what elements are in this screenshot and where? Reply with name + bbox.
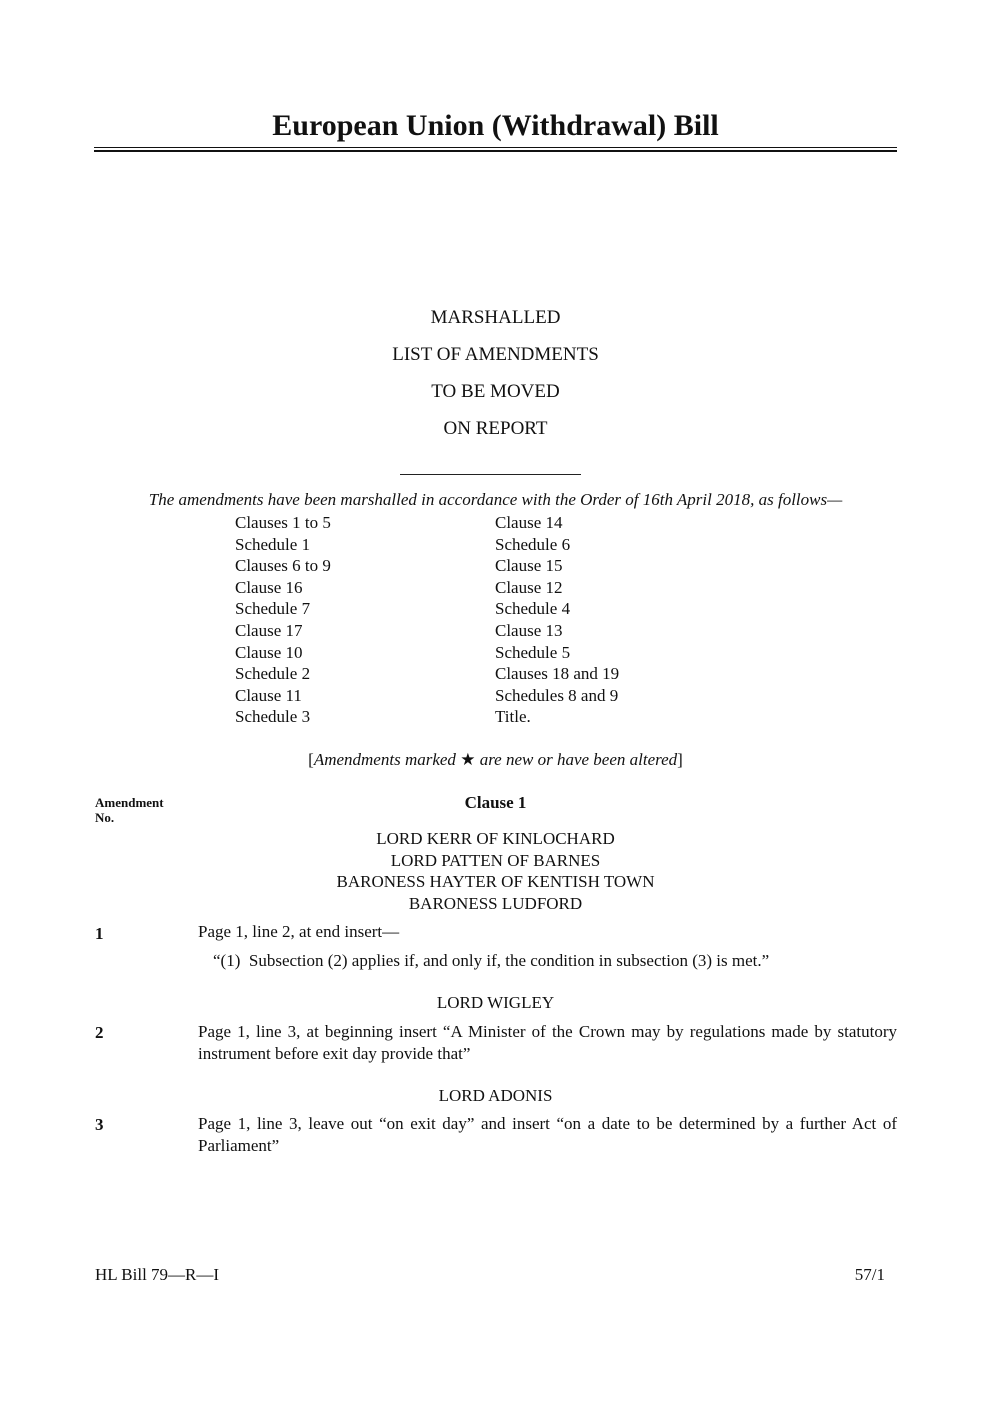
order-item: Clause 15 <box>495 556 563 576</box>
bill-reference: HL Bill 79—R—I <box>95 1265 220 1284</box>
order-item: Clause 12 <box>495 577 563 597</box>
altered-amendments-notice <box>0 749 991 771</box>
sponsor-name: BARONESS LUDFORD <box>408 893 583 913</box>
clause-heading: Clause 1 <box>464 793 527 812</box>
sponsor-name: LORD PATTEN OF BARNES <box>390 850 601 870</box>
amendment-inserted-text: “(1) Subsection (2) applies if, and only if, the condition in subsection (3) is met.” <box>213 951 770 970</box>
order-item: Schedule 2 <box>235 664 311 684</box>
marshalling-intro: The amendments have been marshalled in accordance with the Order of 16th April 2018, as follows— <box>148 490 843 509</box>
sponsor-name: LORD ADONIS <box>438 1086 553 1105</box>
heading-line: LIST OF AMENDMENTS <box>392 344 599 365</box>
title-rule-thick <box>94 150 897 152</box>
order-item: Schedule 4 <box>495 599 571 619</box>
heading-line: TO BE MOVED <box>431 381 560 402</box>
order-item: Clauses 18 and 19 <box>495 664 620 684</box>
amendment-sponsors <box>0 1085 991 1107</box>
order-item: Schedule 3 <box>235 707 311 727</box>
order-item: Clauses 6 to 9 <box>235 556 331 576</box>
amendment-sponsors <box>0 992 991 1014</box>
notice-text-after: are new or have been altered <box>475 750 678 769</box>
heading-line: ON REPORT <box>443 418 548 439</box>
order-item: Clause 10 <box>235 642 303 662</box>
amendment-text: Page 1, line 3, leave out “on exit day” and insert “on a date to be determined by a further Act of Parliament” <box>198 1114 897 1155</box>
order-item: Schedule 1 <box>235 534 311 554</box>
amendment-sponsors <box>0 828 991 914</box>
order-column-right <box>495 512 619 728</box>
order-column-left <box>235 512 331 728</box>
order-item: Title. <box>495 707 531 727</box>
sponsor-name: LORD KERR OF KINLOCHARD <box>376 829 615 848</box>
order-item: Clause 11 <box>235 685 302 705</box>
order-item: Schedules 8 and 9 <box>495 685 619 705</box>
amendment-number: 3 <box>95 1115 104 1134</box>
notice-open-bracket: [ <box>308 750 314 769</box>
notice-close-bracket: ] <box>677 750 683 769</box>
sponsor-name: LORD WIGLEY <box>436 993 555 1012</box>
title-rule-thin <box>94 147 897 148</box>
sponsor-name: BARONESS HAYTER OF KENTISH TOWN <box>336 872 655 891</box>
amendment-text: Page 1, line 3, at beginning insert “A Minister of the Crown may by regulations made by statutory instrument before exit day provide that” <box>198 1022 897 1063</box>
order-item: Clause 16 <box>235 577 303 597</box>
amendment-number: 2 <box>95 1023 104 1042</box>
order-item: Clause 13 <box>495 620 563 640</box>
marshalled-list-heading <box>0 303 991 451</box>
order-item: Schedule 7 <box>235 599 311 619</box>
order-item: Clause 17 <box>235 620 303 640</box>
amendment-number: 1 <box>95 924 104 943</box>
amendment-label-line: No. <box>95 810 115 825</box>
star-icon: ★ <box>460 750 476 769</box>
amendment-text: Page 1, line 2, at end insert— <box>198 922 400 941</box>
page-reference: 57/1 <box>854 1265 885 1284</box>
heading-line: MARSHALLED <box>430 307 561 328</box>
section-divider <box>400 474 581 475</box>
notice-text-before: Amendments marked <box>313 750 461 769</box>
amendment-label-line: Amendment <box>95 795 164 810</box>
order-item: Schedule 5 <box>495 642 571 662</box>
order-item: Clauses 1 to 5 <box>235 513 331 532</box>
order-item: Schedule 6 <box>495 534 571 554</box>
page-title: European Union (Withdrawal) Bill <box>272 109 719 142</box>
order-item: Clause 14 <box>495 513 563 532</box>
